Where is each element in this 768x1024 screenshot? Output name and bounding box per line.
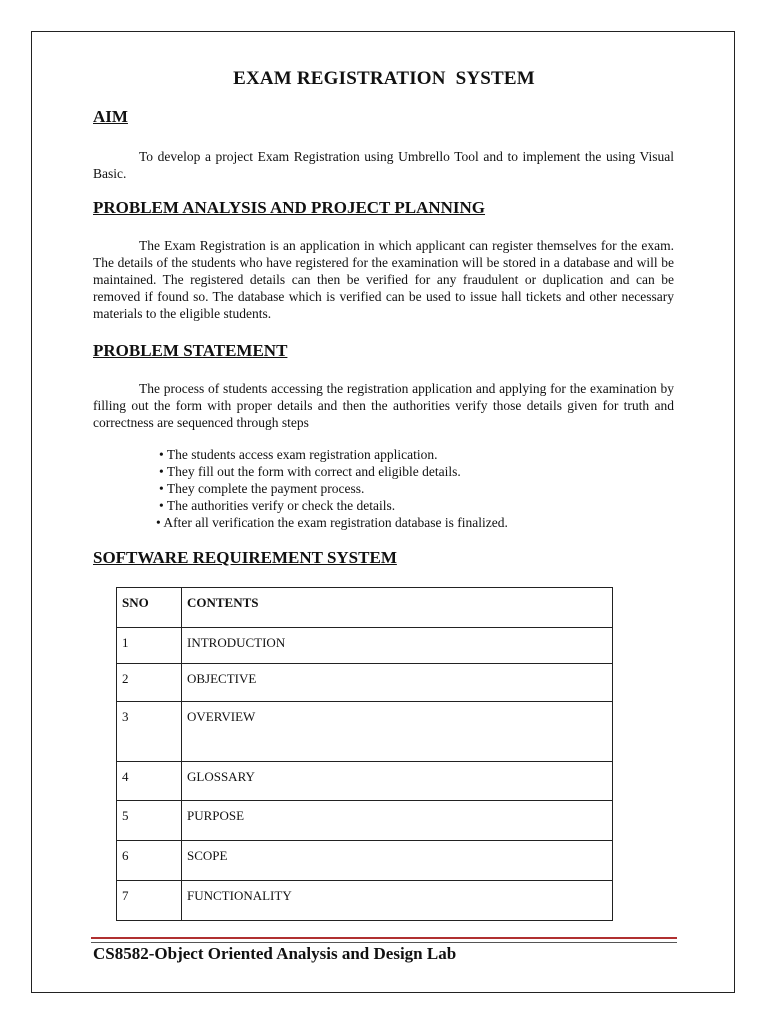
row-contents: OVERVIEW — [182, 702, 613, 762]
row-contents: SCOPE — [182, 841, 613, 881]
row-contents: OBJECTIVE — [182, 664, 613, 702]
aim-text: To develop a project Exam Registration using Umbrello Tool and to implement the using Visual Basic. — [93, 149, 674, 181]
row-contents: INTRODUCTION — [182, 628, 613, 664]
list-item: • The authorities verify or check the details. — [159, 498, 396, 513]
footer-course-title: CS8582-Object Oriented Analysis and Design Lab — [93, 944, 457, 963]
row-contents: GLOSSARY — [182, 762, 613, 801]
header-contents: CONTENTS — [182, 588, 613, 628]
problem-analysis-heading: PROBLEM ANALYSIS AND PROJECT PLANNING — [93, 198, 486, 217]
table-row — [117, 664, 613, 702]
list-item: • They fill out the form with correct and eligible details. — [159, 464, 461, 479]
list-item: • The students access exam registration application. — [159, 447, 438, 462]
aim-heading: AIM — [93, 107, 128, 126]
row-sno: 1 — [117, 628, 182, 664]
row-sno: 3 — [117, 702, 182, 762]
row-sno: 6 — [117, 841, 182, 881]
table-row — [117, 702, 613, 762]
table-row — [117, 762, 613, 801]
row-sno: 5 — [117, 801, 182, 841]
problem-statement-heading: PROBLEM STATEMENT — [93, 341, 288, 360]
footer-divider — [91, 942, 677, 943]
document-title: EXAM REGISTRATION SYSTEM — [233, 68, 535, 89]
problem-analysis-text: The Exam Registration is an application in which applicant can register themselves for the exam. The details of the students who have registered for the examination will be stored in a database and will be maintained. The registered details can then be verified for any fraudulent or duplication and can be removed if found so. The database which is verified can be used to issue hall tickets and other necessary materials to the eligible students. — [93, 238, 674, 321]
row-sno: 7 — [117, 881, 182, 921]
srs-heading: SOFTWARE REQUIREMENT SYSTEM — [93, 548, 397, 567]
table-header-row — [117, 588, 613, 628]
row-sno: 4 — [117, 762, 182, 801]
table-row — [117, 628, 613, 664]
row-contents: PURPOSE — [182, 801, 613, 841]
table-row — [117, 841, 613, 881]
steps-list — [156, 446, 508, 531]
table-row — [117, 881, 613, 921]
header-sno: SNO — [117, 588, 182, 628]
row-contents: FUNCTIONALITY — [182, 881, 613, 921]
contents-table — [116, 587, 613, 921]
list-item: • They complete the payment process. — [159, 481, 365, 496]
list-item: • After all verification the exam registration database is finalized. — [156, 515, 508, 530]
table-row — [117, 801, 613, 841]
row-sno: 2 — [117, 664, 182, 702]
problem-statement-text: The process of students accessing the registration application and applying for the examination by filling out the form with proper details and then the authorities verify those details given for truth and correctness are sequenced through steps — [93, 381, 674, 430]
footer-divider-red — [91, 937, 677, 939]
